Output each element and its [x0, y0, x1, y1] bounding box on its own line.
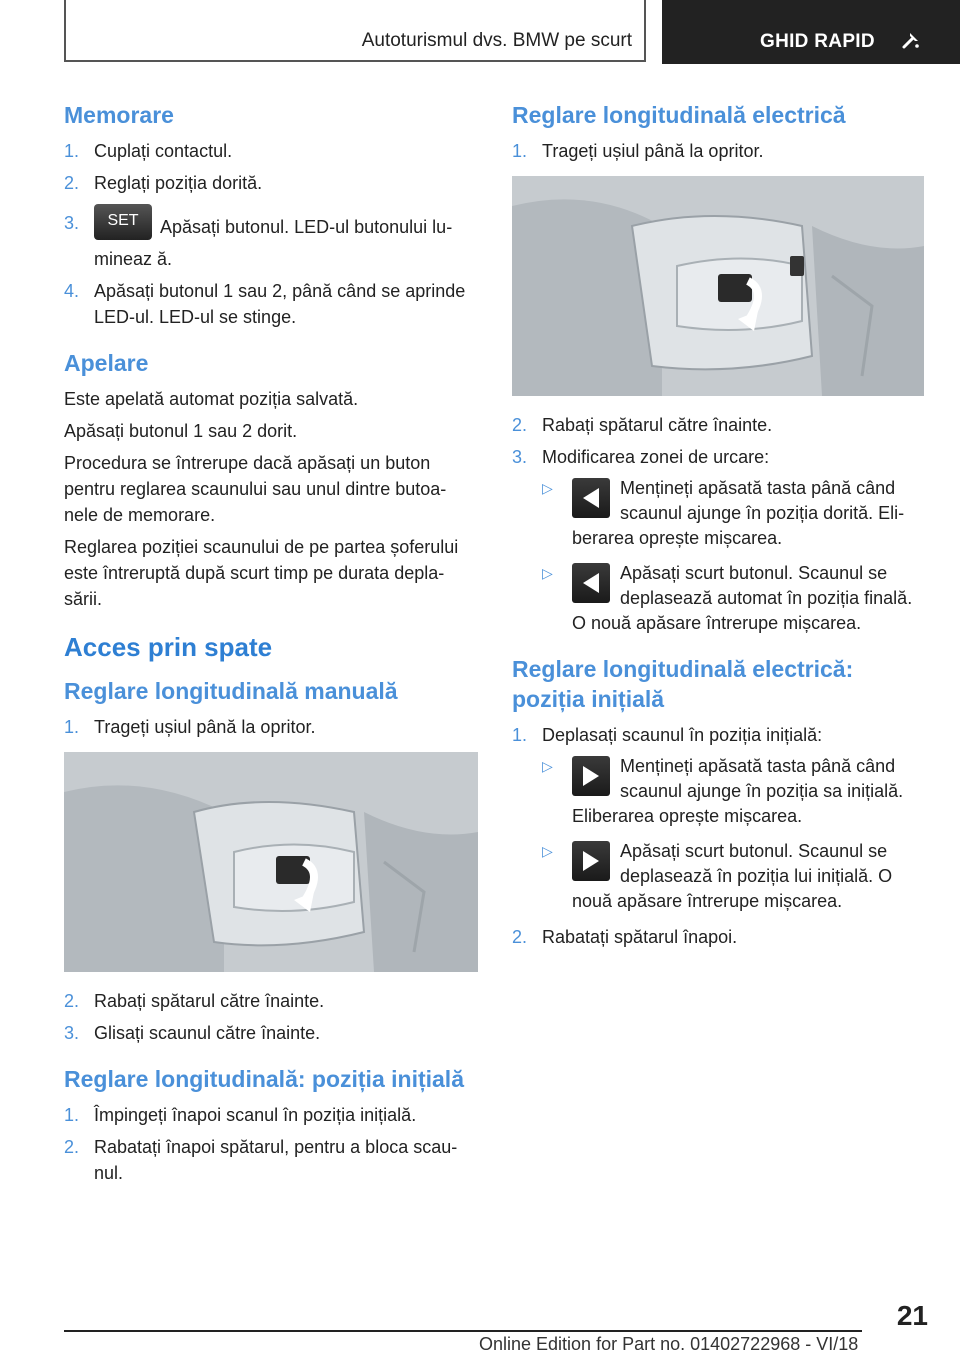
left-column — [64, 100, 478, 1204]
page-number: 21 — [896, 1300, 928, 1331]
arrow-left-button-icon — [572, 563, 610, 603]
step-text: Trageți ușiul până la opritor. — [542, 141, 764, 161]
sub-text: Apăsați scurt butonul. Scaunul se deplasează în poziția lui inițială. O nouă apăsare întrerupe mișcarea. — [572, 841, 893, 911]
wrench-pin-icon — [900, 29, 922, 56]
step-number: 2. — [64, 991, 80, 1011]
list-item — [64, 1020, 478, 1046]
heading-electrica-initiala: Reglare longitudinală electrică: poziția inițială — [512, 656, 854, 712]
step-text: Trageți ușiul până la opritor. — [94, 717, 316, 737]
step-number: 2. — [512, 927, 528, 947]
heading-manuala: Reglare longitudinală manuală — [64, 678, 398, 704]
list-item — [512, 138, 924, 164]
step-number: 3. — [64, 1023, 80, 1043]
heading-memorare: Memorare — [64, 102, 174, 128]
seat-release-illustration — [512, 176, 924, 396]
list-item — [64, 138, 478, 164]
step-number: 3. — [512, 447, 528, 467]
step-number: 1. — [512, 725, 528, 745]
step-number: 4. — [64, 281, 80, 301]
sub-list-item — [512, 561, 924, 636]
footer-divider — [64, 1330, 862, 1332]
step-text: Reglați poziția dorită. — [94, 173, 263, 193]
step-text: Rabați spătarul către înainte. — [94, 991, 325, 1011]
step-text: Apăsați butonul 1 sau 2, până când se aprinde LED-ul. LED-ul se stinge. — [94, 281, 466, 327]
list-item — [64, 1102, 478, 1128]
step-number: 2. — [512, 415, 528, 435]
sub-text: Mențineți apăsată tasta până când scaunul ajunge în poziția sa inițială. Eliberarea oprește mișcarea. — [572, 756, 904, 826]
header-right-tab — [662, 0, 960, 64]
list-item — [512, 444, 924, 470]
paragraph: Apăsați butonul 1 sau 2 dorit. — [64, 421, 298, 441]
step-text: Cuplați contactul. — [94, 141, 233, 161]
step-number: 1. — [512, 141, 528, 161]
arrow-right-button-icon — [572, 841, 610, 881]
footer-edition: Online Edition for Part no. 01402722968 - VI/18 — [479, 1334, 859, 1354]
sub-list-item — [512, 754, 924, 829]
list-item — [64, 988, 478, 1014]
step-text: Glisați scaunul către înainte. — [94, 1023, 321, 1043]
list-item — [64, 170, 478, 196]
step-text: Împingeți înapoi scanul în poziția inițială. — [94, 1105, 417, 1125]
step-text: Deplasați scaunul în poziția inițială: — [542, 725, 823, 745]
heading-apelare: Apelare — [64, 350, 149, 376]
list-item — [512, 722, 924, 748]
step-text: Modificarea zonei de urcare: — [542, 447, 770, 467]
set-button-icon: SET — [94, 204, 152, 240]
sub-list-item — [512, 839, 924, 914]
step-number: 2. — [64, 173, 80, 193]
step-text: Apăsați butonul. LED-ul butonului lu-mineaz ă. — [94, 216, 453, 269]
header-chapter-title: GHID RAPID — [760, 31, 875, 52]
arrow-left-button-icon — [572, 478, 610, 518]
sub-text: Mențineți apăsată tasta până când scaunul ajunge în poziția dorită. Eli-berarea oprește mișcarea. — [572, 478, 905, 548]
section-electrica-initiala — [512, 654, 924, 950]
heading-acces-prin-spate: Acces prin spate — [64, 632, 273, 662]
seat-release-illustration — [64, 752, 478, 972]
triangle-bullet-icon: ▷ — [542, 565, 553, 581]
step-text: Rabatați înapoi spătarul, pentru a bloca scau-nul. — [94, 1137, 458, 1183]
section-electrica — [512, 100, 924, 636]
section-apelare — [64, 348, 478, 612]
arrow-right-button-icon — [572, 756, 610, 796]
step-number: 1. — [64, 1105, 80, 1125]
header-section-title: Autoturismul dvs. BMW pe scurt — [361, 30, 632, 51]
triangle-bullet-icon: ▷ — [542, 480, 553, 496]
list-item — [64, 1134, 478, 1186]
section-manuala — [64, 676, 478, 1046]
step-number: 3. — [64, 213, 80, 233]
section-memorare — [64, 100, 478, 330]
list-item — [64, 714, 478, 740]
triangle-bullet-icon: ▷ — [542, 843, 553, 859]
right-column — [512, 100, 924, 968]
paragraph: Este apelată automat poziția salvată. — [64, 389, 359, 409]
section-initiala — [64, 1064, 478, 1186]
step-number: 1. — [64, 141, 80, 161]
list-item — [64, 210, 478, 272]
heading-electrica: Reglare longitudinală electrică — [512, 102, 846, 128]
list-item — [512, 412, 924, 438]
sub-list-item — [512, 476, 924, 551]
list-item — [64, 278, 478, 330]
paragraph: Procedura se întrerupe dacă apăsați un buton pentru reglarea scaunului sau unul dintre butoa-nele de memorare. — [64, 453, 447, 525]
step-text: Rabați spătarul către înainte. — [542, 415, 773, 435]
step-text: Rabatați spătarul înapoi. — [542, 927, 738, 947]
paragraph: Reglarea poziției scaunului de pe partea șoferului este întreruptă după scurt timp pe durata depla-sării. — [64, 537, 459, 609]
heading-initiala: Reglare longitudinală: poziția inițială — [64, 1066, 464, 1092]
step-number: 2. — [64, 1137, 80, 1157]
sub-text: Apăsați scurt butonul. Scaunul se deplasează automat în poziția finală. O nouă apăsare întrerupe mișcarea. — [572, 563, 913, 633]
header-left-box — [64, 0, 646, 62]
list-item — [512, 924, 924, 950]
triangle-bullet-icon: ▷ — [542, 758, 553, 774]
step-number: 1. — [64, 717, 80, 737]
